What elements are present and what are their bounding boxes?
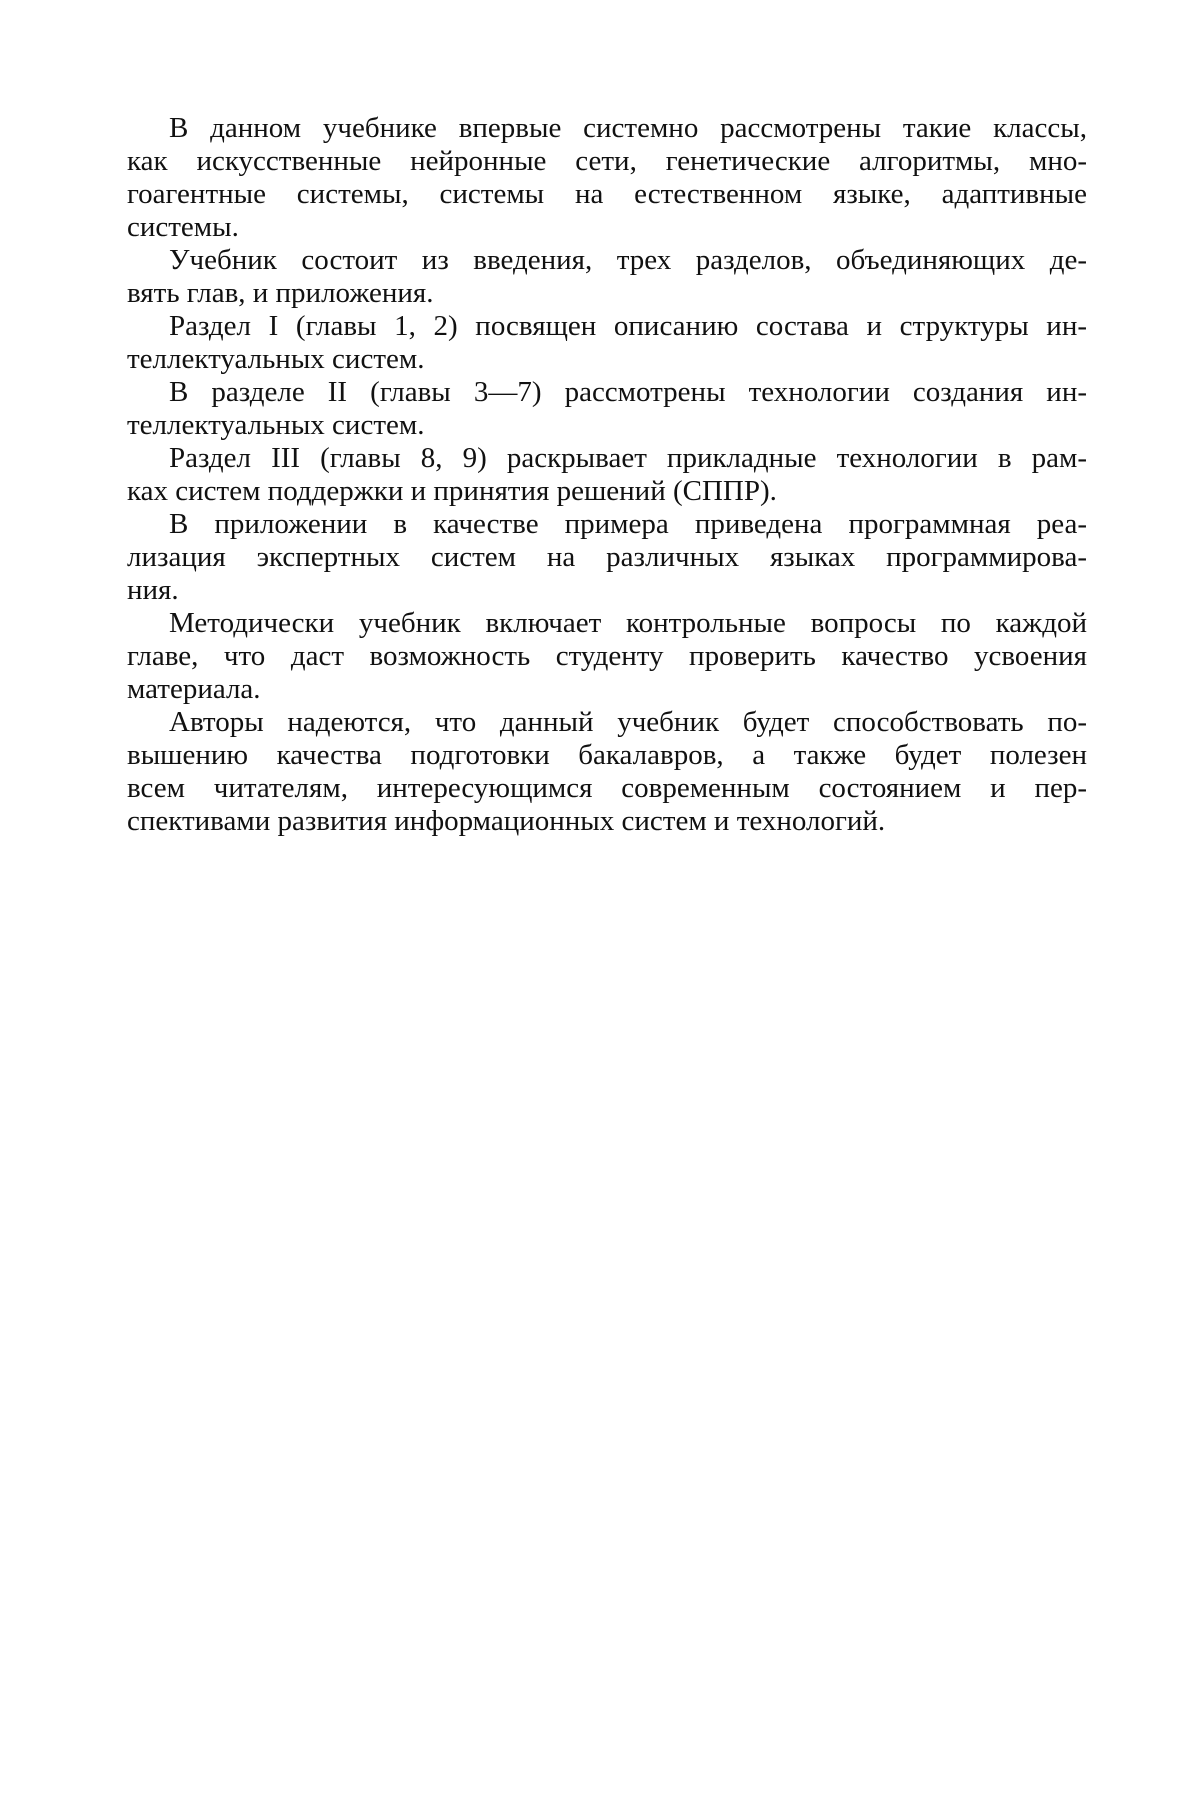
paragraph	[127, 310, 1087, 376]
text-line: ках систем поддержки и принятия решений (СППР).	[127, 475, 1087, 508]
text-line: Раздел I (главы 1, 2) посвящен описанию состава и структуры ин-	[127, 310, 1087, 343]
text-line: ния.	[127, 574, 1087, 607]
paragraph	[127, 244, 1087, 310]
text-line: системы.	[127, 211, 1087, 244]
body-text	[127, 112, 1087, 838]
text-line: всем читателям, интересующимся современным состоянием и пер-	[127, 772, 1087, 805]
text-line: теллектуальных систем.	[127, 409, 1087, 442]
paragraph	[127, 706, 1087, 838]
paragraph	[127, 607, 1087, 706]
text-line: главе, что даст возможность студенту проверить качество усвоения	[127, 640, 1087, 673]
text-line: как искусственные нейронные сети, генетические алгоритмы, мно-	[127, 145, 1087, 178]
paragraph	[127, 508, 1087, 607]
text-line: Раздел III (главы 8, 9) раскрывает прикладные технологии в рам-	[127, 442, 1087, 475]
text-line: спективами развития информационных систем и технологий.	[127, 805, 1087, 838]
text-line: вять глав, и приложения.	[127, 277, 1087, 310]
paragraph	[127, 112, 1087, 244]
text-line: Авторы надеются, что данный учебник будет способствовать по-	[127, 706, 1087, 739]
text-line: В разделе II (главы 3—7) рассмотрены технологии создания ин-	[127, 376, 1087, 409]
text-line: теллектуальных систем.	[127, 343, 1087, 376]
paragraph	[127, 376, 1087, 442]
text-line: материала.	[127, 673, 1087, 706]
document-page	[0, 0, 1200, 1808]
text-line: В данном учебнике впервые системно рассмотрены такие классы,	[127, 112, 1087, 145]
text-line: Учебник состоит из введения, трех разделов, объединяющих де-	[127, 244, 1087, 277]
paragraph	[127, 442, 1087, 508]
text-line: вышению качества подготовки бакалавров, а также будет полезен	[127, 739, 1087, 772]
text-line: гоагентные системы, системы на естественном языке, адаптивные	[127, 178, 1087, 211]
text-line: Методически учебник включает контрольные вопросы по каждой	[127, 607, 1087, 640]
text-line: лизация экспертных систем на различных языках программирова-	[127, 541, 1087, 574]
text-line: В приложении в качестве примера приведена программная реа-	[127, 508, 1087, 541]
